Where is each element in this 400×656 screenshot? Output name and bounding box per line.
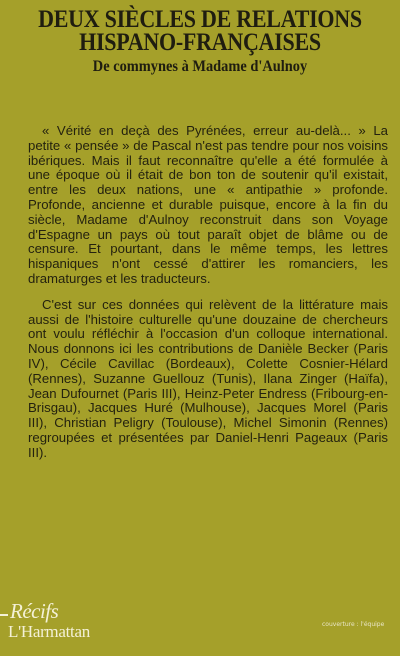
title-line-2: HISPANO-FRANÇAISES: [79, 29, 321, 56]
back-cover-text: [28, 124, 388, 461]
series-name: Récifs: [10, 599, 59, 623]
logo-rule: [0, 614, 8, 616]
subtitle: De commynes à Madame d'Aulnoy: [92, 58, 308, 75]
cover-credit: couverture : l'équipe: [322, 621, 385, 628]
paragraph-1: « Vérité en deçà des Pyrénées, erreur au-delà... » La petite « pensée » de Pascal n'est pas tendre pour nos voisins ibériques. Mais il faut reconnaître qu'elle a été formulée à une époque où il était de bon ton de soutenir qu'il existait, entre les deux nations, une « antipathie » profonde. Profonde, ancienne et durable puisque, encore à la fin du siècle, Madame d'Aulnoy reconstruit dans son Voyage d'Espagne un pays où tout paraît objet de blâme ou de censure. Et pourtant, dans le même temps, les lettres hispaniques n'ont cessé d'attirer les romanciers, les dramaturges et les traducteurs.: [28, 123, 388, 286]
publisher-name: L'Harmattan: [8, 622, 90, 641]
title-line-1: DEUX SIÈCLES DE RELATIONS: [38, 6, 362, 33]
publisher-logo: [0, 600, 110, 656]
title-block: [0, 8, 400, 77]
paragraph-2: C'est sur ces données qui relèvent de la littérature mais aussi de l'histoire culturelle qu'une douzaine de chercheurs ont voulu réfléchir à l'occasion d'un colloque international. Nous donnons ici les contributions de Danièle Becker (Paris IV), Cécile Cavillac (Bordeaux), Colette Cosnier-Hélard (Rennes), Suzanne Guellouz (Tunis), Ilana Zinger (Haïfa), Jean Dufournet (Paris III), Heinz-Peter Endress (Fribourg-en-Brisgau), Jacques Huré (Mulhouse), Jacques Morel (Paris III), Christian Peligry (Toulouse), Michel Simonin (Rennes) regroupées et présentées par Daniel-Henri Pageaux (Paris III).: [28, 296, 388, 460]
